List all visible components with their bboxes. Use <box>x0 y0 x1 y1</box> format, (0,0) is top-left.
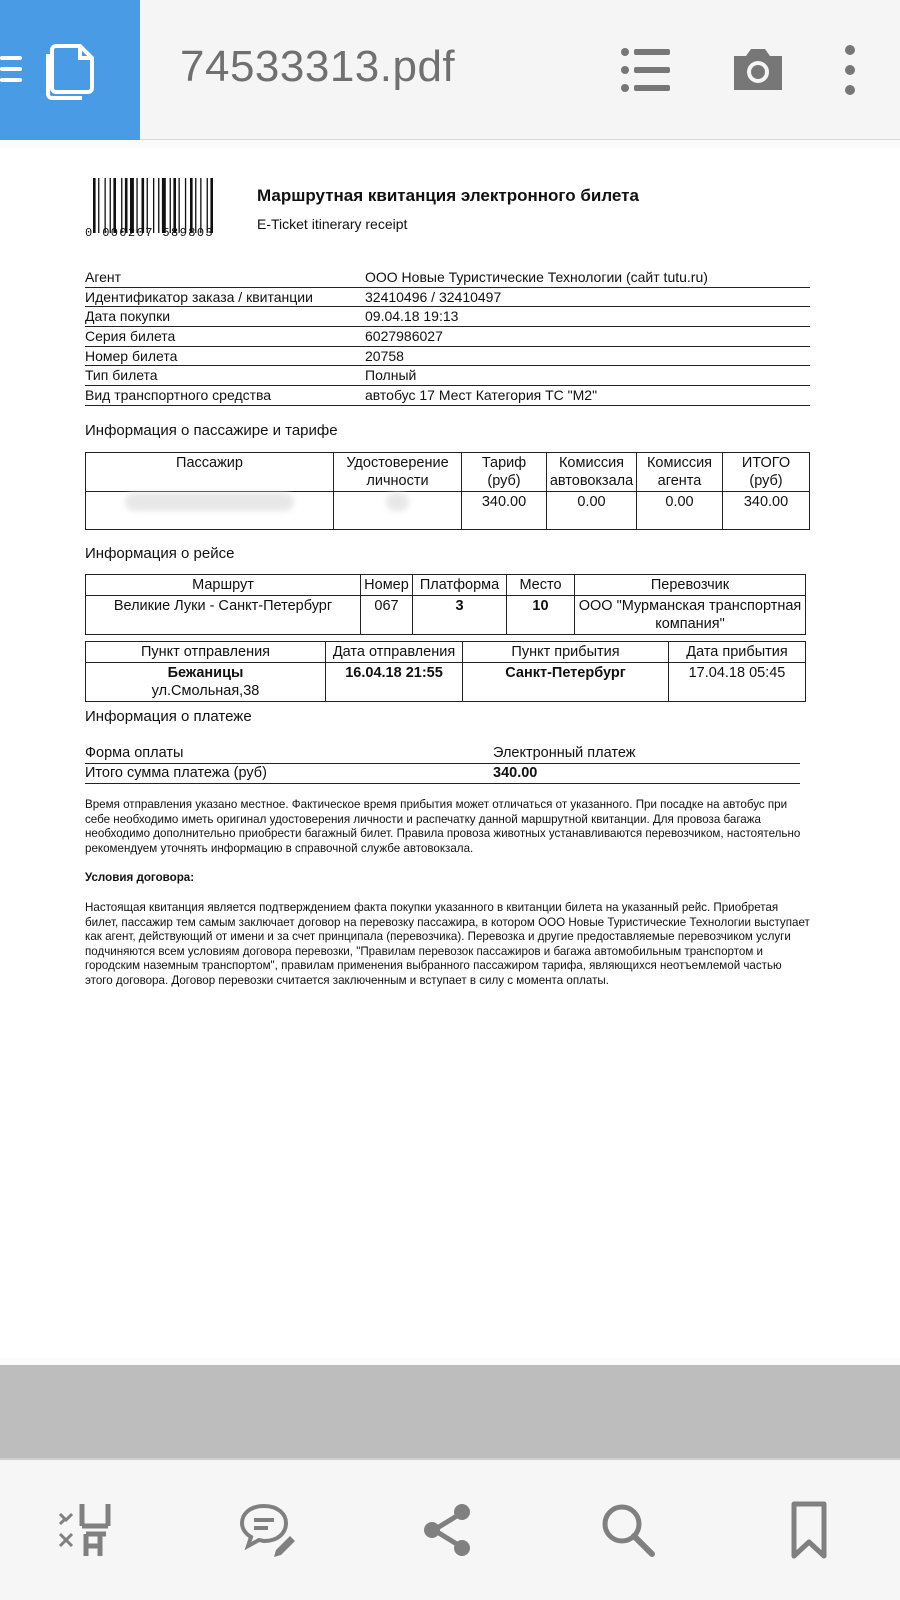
info-value: 6027986027 <box>365 328 443 345</box>
redacted-id <box>386 493 409 511</box>
info-value: Полный <box>365 367 417 384</box>
info-key: Агент <box>85 269 122 285</box>
header-arr-point: Пункт прибытия <box>463 642 669 663</box>
info-value: автобус 17 Мест Категория ТС "М2" <box>365 387 598 404</box>
header-passenger: Пассажир <box>86 453 334 492</box>
info-row <box>85 288 810 308</box>
travel-note: Время отправления указано местное. Фактическое время прибытия может отличаться от указанного. При посадке на автобус при себе необходимо иметь оригинал удостоверения личности и распечатку данной маршрутной квитанции. Для провоза багажа необходимо дополнительно приобрести багажный билет. Правила провоза животных устанавливаются перевозчиком, настоятельно рекомендуем уточнять информацию в справочной службе автовокзала. <box>85 798 801 855</box>
info-key: Идентификатор заказа / квитанции <box>85 288 313 305</box>
info-key: Вид транспортного средства <box>85 387 272 404</box>
cell-station-fee: 0.00 <box>547 492 637 530</box>
cell-number: 067 <box>361 596 413 635</box>
header-platform: Платформа <box>413 575 507 596</box>
info-key: Номер билета <box>85 347 178 364</box>
trip-section-title: Информация о рейсе <box>85 545 235 562</box>
ticket-info-table <box>85 268 810 406</box>
info-key: Тип билета <box>85 367 158 384</box>
info-value: ООО Новые Туристические Технологии (сайт tutu.ru) <box>365 269 708 285</box>
header-dep-date: Дата отправления <box>326 642 463 663</box>
info-key: Дата покупки <box>85 308 171 325</box>
documents-icon <box>46 42 98 100</box>
cell-passenger <box>86 492 334 530</box>
pdf-viewer[interactable] <box>0 140 900 1365</box>
dep-point-address: ул.Смольная,38 <box>151 683 260 699</box>
cell-carrier: ООО "Мурманская транспортная компания" <box>575 596 806 635</box>
list-icon[interactable] <box>618 42 674 98</box>
payment-key: Итого сумма платежа (руб) <box>85 765 267 781</box>
top-app-bar <box>0 0 900 140</box>
redacted-passenger <box>125 493 294 511</box>
header-arr-date: Дата прибытия <box>669 642 806 663</box>
header-total: ИТОГО (руб) <box>723 453 810 492</box>
cell-route: Великие Луки - Санкт-Петербург <box>86 596 361 635</box>
info-value: 09.04.18 19:13 <box>365 308 459 325</box>
search-icon[interactable] <box>598 1500 658 1560</box>
trip-table-schedule <box>85 641 806 702</box>
cell-total: 340.00 <box>723 492 810 530</box>
header-agent-fee: Комиссия агента <box>637 453 723 492</box>
header-route: Маршрут <box>86 575 361 596</box>
info-key: Серия билета <box>85 328 176 345</box>
cell-fare: 340.00 <box>462 492 547 530</box>
bookmark-icon[interactable] <box>780 1500 840 1560</box>
payment-value: 340.00 <box>493 765 538 781</box>
passenger-table <box>85 452 810 530</box>
header-carrier: Перевозчик <box>575 575 806 596</box>
info-row <box>85 327 810 347</box>
info-row <box>85 366 810 386</box>
document-title: Маршрутная квитанция электронного билета <box>257 186 639 205</box>
share-icon[interactable] <box>418 1500 478 1560</box>
dep-point-name: Бежаницы <box>167 665 244 681</box>
barcode-digits: 0 000207 589803 <box>85 226 215 240</box>
cell-arr-point: Санкт-Петербург <box>463 663 669 702</box>
menu-icon <box>0 56 22 82</box>
info-row <box>85 268 810 288</box>
header-seat: Место <box>507 575 575 596</box>
payment-section-title: Информация о платеже <box>85 708 252 725</box>
viewer-background <box>0 1365 900 1460</box>
payment-value: Электронный платеж <box>493 745 636 761</box>
cell-id <box>334 492 462 530</box>
cell-dep-point <box>86 663 326 702</box>
header-station-fee: Комиссия автовокзала <box>547 453 637 492</box>
comment-icon[interactable] <box>238 1500 298 1560</box>
header-dep-point: Пункт отправления <box>86 642 326 663</box>
info-row <box>85 307 810 327</box>
trip-table-route <box>85 574 806 635</box>
info-row <box>85 347 810 367</box>
payment-row <box>85 764 800 784</box>
header-number: Номер <box>361 575 413 596</box>
bottom-toolbar <box>0 1460 900 1600</box>
cell-arr-date: 17.04.18 05:45 <box>669 663 806 702</box>
payment-row <box>85 744 800 764</box>
header-id: Удостоверение личности <box>334 453 462 492</box>
passenger-section-title: Информация о пассажире и тарифе <box>85 422 338 439</box>
document-subtitle: E-Ticket itinerary receipt <box>257 216 408 232</box>
payment-key: Форма оплаты <box>85 745 184 761</box>
info-row <box>85 386 810 406</box>
cell-dep-date: 16.04.18 21:55 <box>326 663 463 702</box>
cell-platform: 3 <box>413 596 507 635</box>
info-value: 32410496 / 32410497 <box>365 288 502 305</box>
payment-table <box>85 744 800 784</box>
pdf-page <box>0 148 900 1358</box>
documents-nav-button[interactable] <box>0 0 140 140</box>
camera-icon[interactable] <box>730 42 786 98</box>
terms-title: Условия договора: <box>85 871 195 884</box>
cell-agent-fee: 0.00 <box>637 492 723 530</box>
header-fare: Тариф (руб) <box>462 453 547 492</box>
cell-seat: 10 <box>507 596 575 635</box>
info-value: 20758 <box>365 347 404 364</box>
file-title: 74533313.pdf <box>180 42 456 91</box>
reflow-icon[interactable] <box>56 1500 116 1560</box>
terms-text: Настоящая квитанция является подтверждением факта покупки указанного в квитанции билета на указанный рейс. Приобретая билет, пассажир тем самым заключает договор на перевозку пассажира, в котором ООО Новые Туристические Технологии выступает как агент, действующий от имени и за счет принципала (перевозчика). Перевозка и другие предоставляемые перевозчиком услуги подчиняются всем условиям договора перевозки, "Правилам перевозок пассажиров и багажа автомобильным транспортом и городским наземным транспортом", правилам применения выбранного пассажиром тарифа, являющихся неотъемлемой частью этого договора. Договор перевозки считается заключенным и вступает в силу с момента оплаты. <box>85 901 810 987</box>
more-vert-icon[interactable] <box>822 42 878 98</box>
